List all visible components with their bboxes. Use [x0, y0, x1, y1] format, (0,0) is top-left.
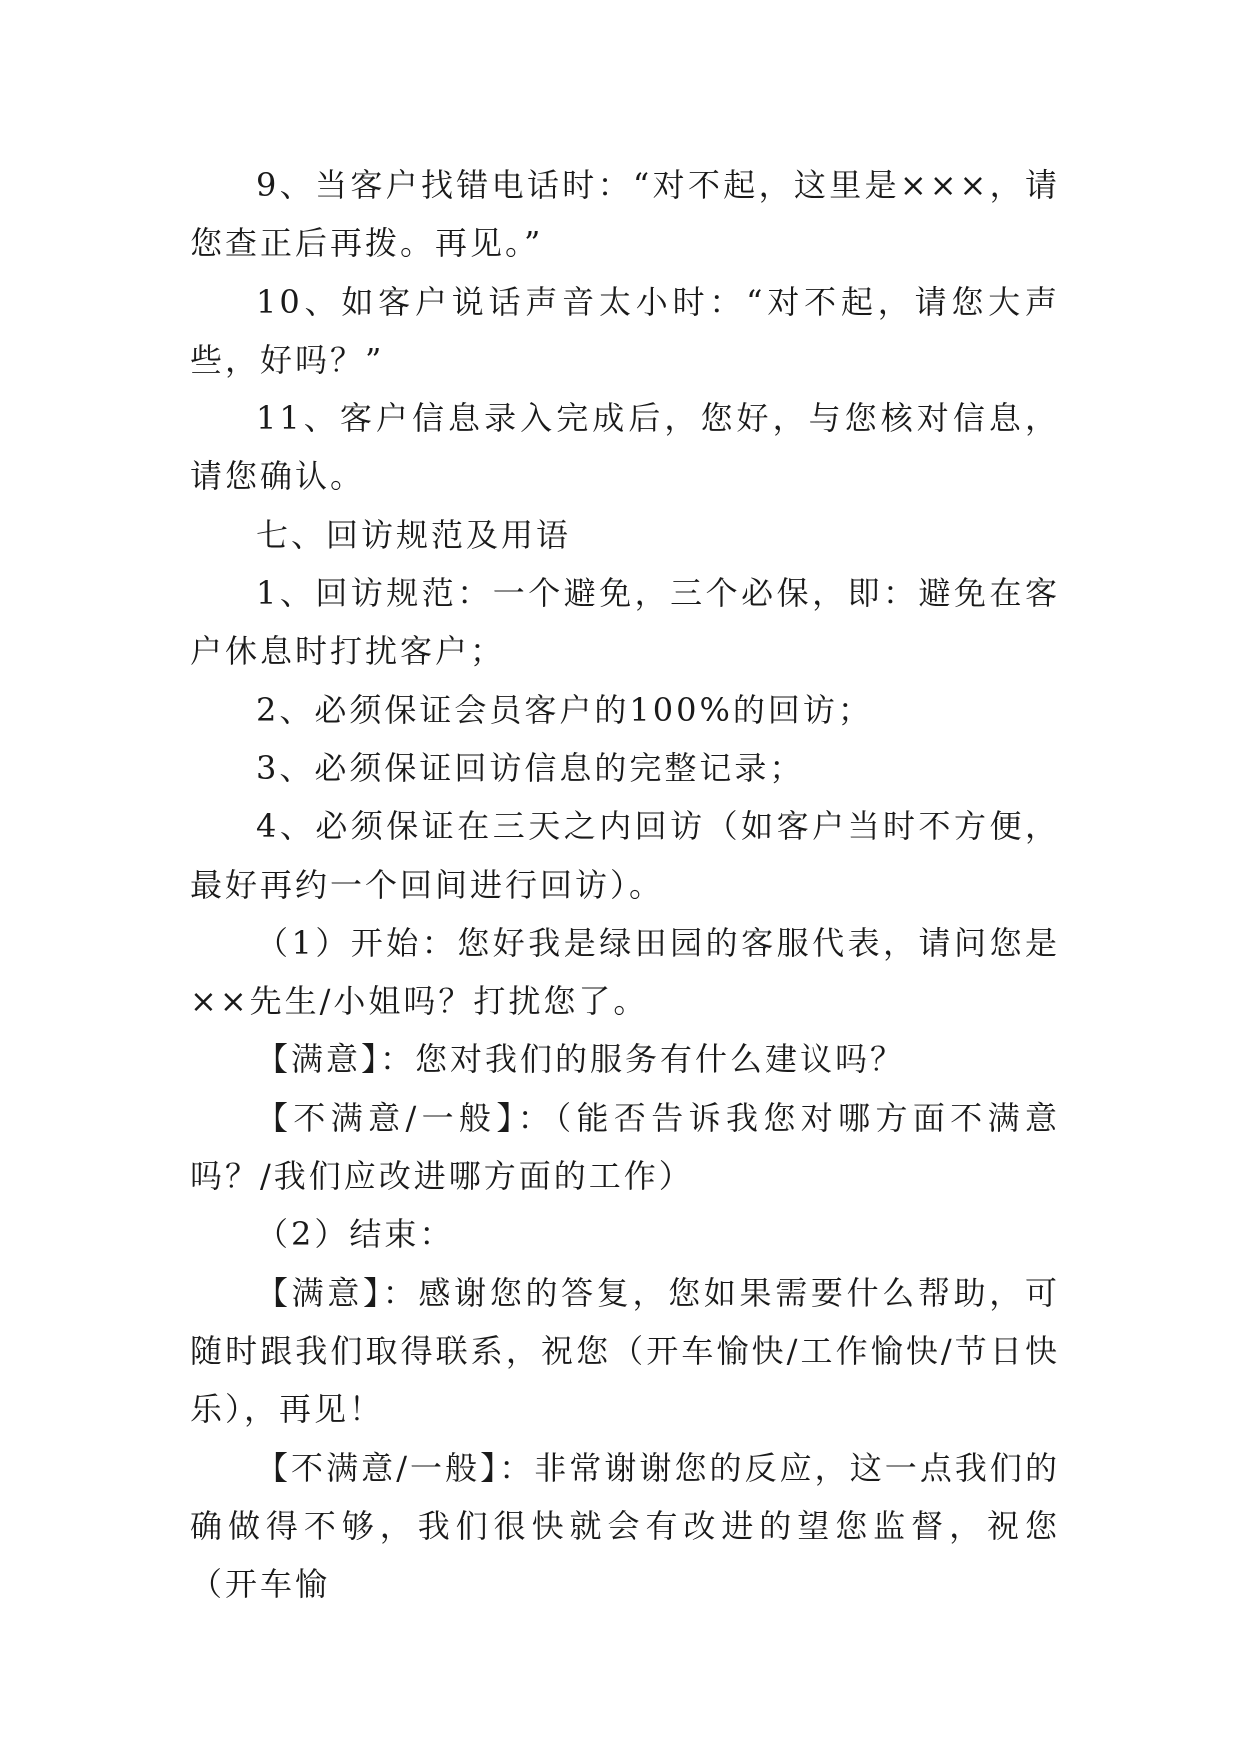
- paragraph-info-confirm: 11、客户信息录入完成后，您好，与您核对信息，请您确认。: [190, 399, 1060, 496]
- paragraph-unsatisfied-closing: 【不满意/一般】：非常谢谢您的反应，这一点我们的确做得不够，我们很快就会有改进的望您监督，祝您（开车愉: [190, 1448, 1060, 1604]
- paragraph-call-ending: （2）结束：: [256, 1215, 455, 1254]
- paragraph-follow-up-norm: 1、回访规范：一个避免，三个必保，即：避免在客户休息时打扰客户；: [190, 574, 1060, 671]
- section-heading-follow-up: 七、回访规范及用语: [256, 515, 572, 554]
- paragraph-call-opening: （1）开始：您好我是绿田园的客服代表，请问您是××先生/小姐吗？打扰您了。: [190, 923, 1060, 1021]
- paragraph-low-voice: 10、如客户说话声音太小时：“对不起，请您大声些，好吗？”: [190, 282, 1060, 379]
- paragraph-satisfied-question: 【满意】：您对我们的服务有什么建议吗？: [256, 1040, 906, 1079]
- paragraph-member-follow-up: 2、必须保证会员客户的100%的回访；: [256, 690, 873, 729]
- paragraph-wrong-number: 9、当客户找错电话时：“对不起，这里是×××，请您查正后再拨。再见。”: [190, 166, 1060, 263]
- document-body: [190, 156, 1060, 1613]
- paragraph-unsatisfied-question: 【不满意/一般】：（能否告诉我您对哪方面不满意吗？/我们应改进哪方面的工作）: [190, 1098, 1060, 1196]
- paragraph-complete-record: 3、必须保证回访信息的完整记录；: [256, 748, 805, 787]
- paragraph-three-days: 4、必须保证在三天之内回访（如客户当时不方便，最好再约一个回间进行回访）。: [190, 807, 1060, 904]
- paragraph-satisfied-closing: 【满意】：感谢您的答复，您如果需要什么帮助，可随时跟我们取得联系，祝您（开车愉快/工作愉快/节日快乐），再见！: [190, 1273, 1060, 1429]
